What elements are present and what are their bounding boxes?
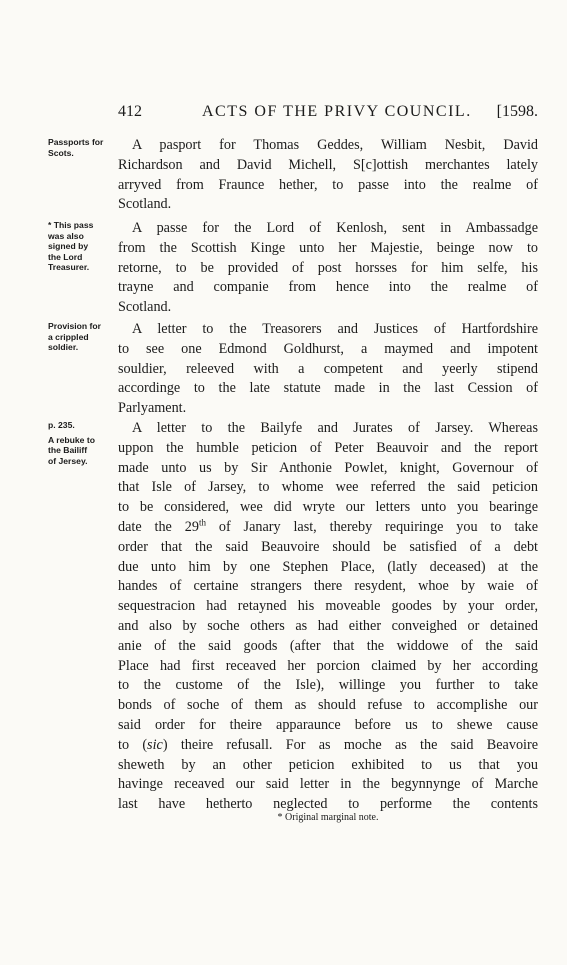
entry-text: A letter to the Treasorers and Justices of Hartfordshire to see one Edmond Goldhurst, a maymed and impotent souldier, releeved with a competent and yeerly stipend accordinge to the late statute made in the last Cession of Parlyament. xyxy=(118,321,538,417)
marginal-note: Passports for Scots. xyxy=(48,137,104,158)
marginal-note: Provision for a crippled soldier. xyxy=(48,321,102,352)
source-page-ref: p. 235. xyxy=(48,420,75,430)
entry-text: A pasport for Thomas Geddes, William Nesbit, David Richardson and David Michell, S[c]ottish merchantes lately arryved from Fraunce hether, to passe into the realme of Scotland. xyxy=(118,137,538,213)
marginal-note: p. 235. A rebuke to the Bailiff of Jersey. xyxy=(48,420,112,466)
marginal-note: * This pass was also signed by the Lord Treasurer. xyxy=(48,220,94,272)
entry-text: A letter to the Bailyfe and Jurates of Jarsey. Whereas uppon the humble peticion of Peter Beauvoir and the report made unto us by Sir Anthonie Powlet, knight, Governour of that Isle of Jarsey, to whome wee referred the said peticion to be considered, wee did wryte our letters unto you bearinge date the 29th of Janary last, thereby requiringe you to take order that the said Beauvoire should be satisfied of a debt due unto him by one Stephen Place, (latly deceased) at the handes of certaine strangers there resydent, whoe by waie of sequestracion had retayned his moveable goodes by your order, and also by soche others as had either conveighed or detained anie of the said goods (after that the widdowe of the said Place had first receaved her porcion claimed by her according to the custome of the Isle), willinge you further to take bonds of soche of them as should refuse to accomplishe our said order for theire apparaunce before us to shewe cause to (sic) theire refusall. For as moche as the said Beavoire sheweth by an other peticion exhibited to us that you havinge receaved our said letter in the begynnynge of Marche last have hetherto neglected to performe the contents xyxy=(118,420,538,813)
running-title: ACTS OF THE PRIVY COUNCIL. xyxy=(202,103,472,120)
page-number: 412 xyxy=(118,103,142,120)
year-label: [1598. xyxy=(496,103,538,120)
running-header xyxy=(118,103,538,125)
footnote: * Original marginal note. xyxy=(277,812,379,823)
entry-text: A passe for the Lord of Kenlosh, sent in Ambassadge from the Scottish Kinge unto her Majestie, beinge now to retorne, to be provided of post horsses for him selfe, his trayne and companie from hence into the realme of Scotland. xyxy=(118,220,538,316)
